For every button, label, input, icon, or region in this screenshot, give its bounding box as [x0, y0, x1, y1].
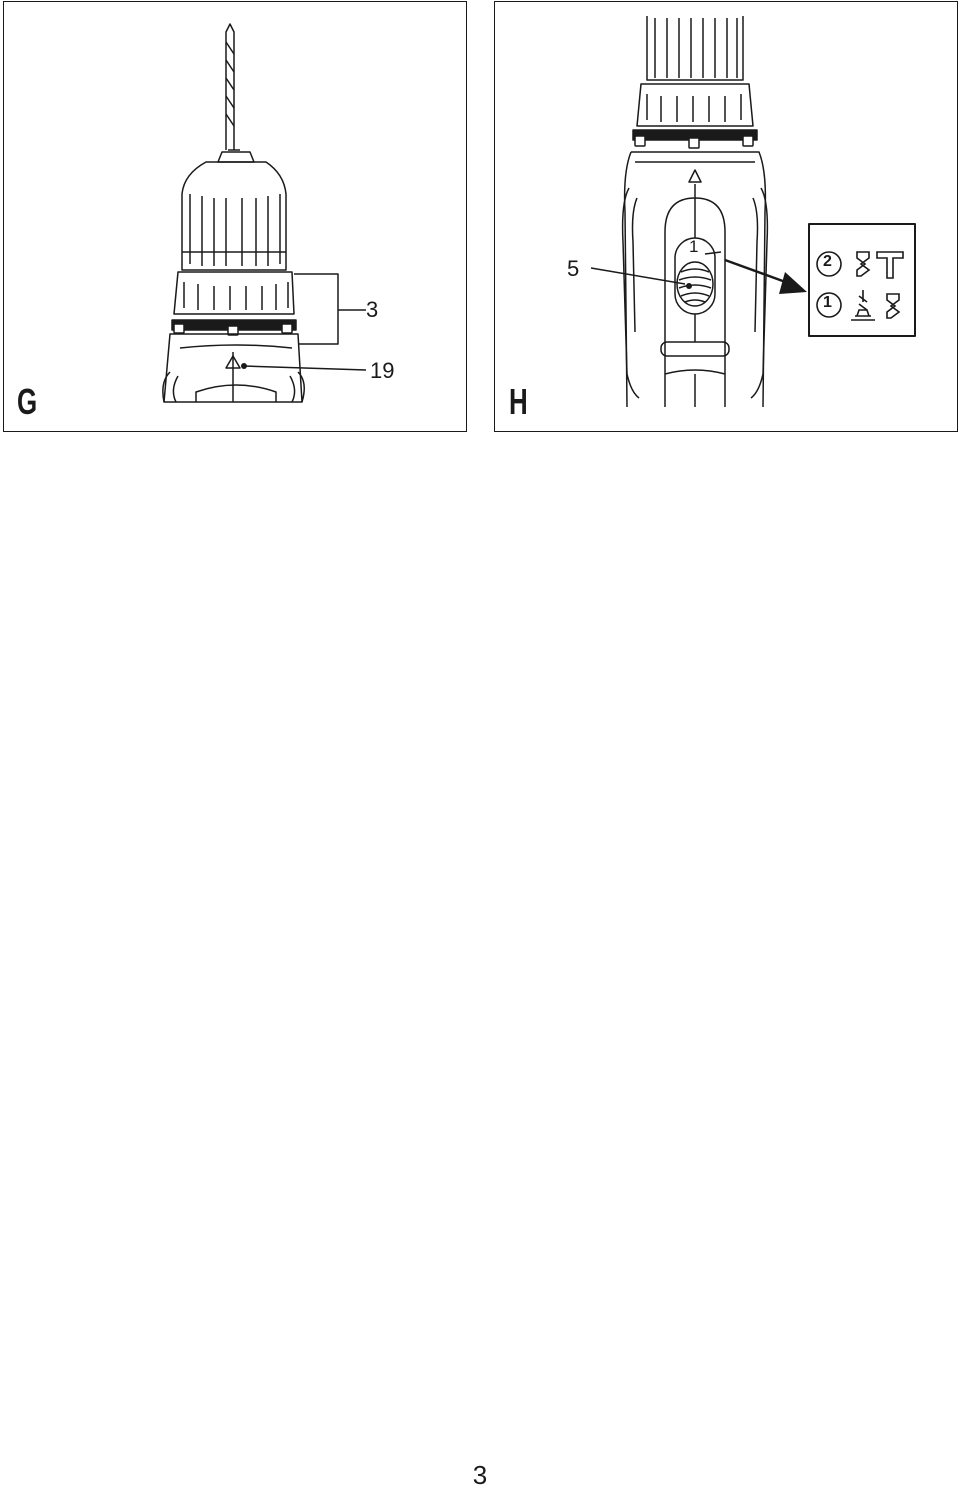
drill-body-illustration [495, 2, 958, 432]
legend-gear-1-number: 1 [823, 294, 832, 311]
page-number: 3 [472, 1460, 488, 1490]
drill-bit-illustration [226, 24, 240, 150]
figure-letter-g: G [17, 381, 38, 422]
callout-3: 3 [366, 297, 379, 322]
screw-icon [857, 252, 869, 276]
wood-screw-icon [851, 290, 875, 320]
drill-chuck-illustration [4, 2, 467, 432]
callout-1: 1 [689, 237, 699, 256]
legend-gear-2-number: 2 [823, 253, 832, 270]
callout-5: 5 [567, 256, 580, 281]
figure-g-panel [3, 1, 467, 432]
callout-19: 19 [370, 358, 395, 383]
figure-h-panel [494, 1, 958, 432]
figure-letter-h: H [509, 381, 528, 422]
screw-icon [887, 294, 899, 318]
hammer-icon [877, 252, 903, 278]
pointer-arrow-icon [725, 260, 791, 284]
